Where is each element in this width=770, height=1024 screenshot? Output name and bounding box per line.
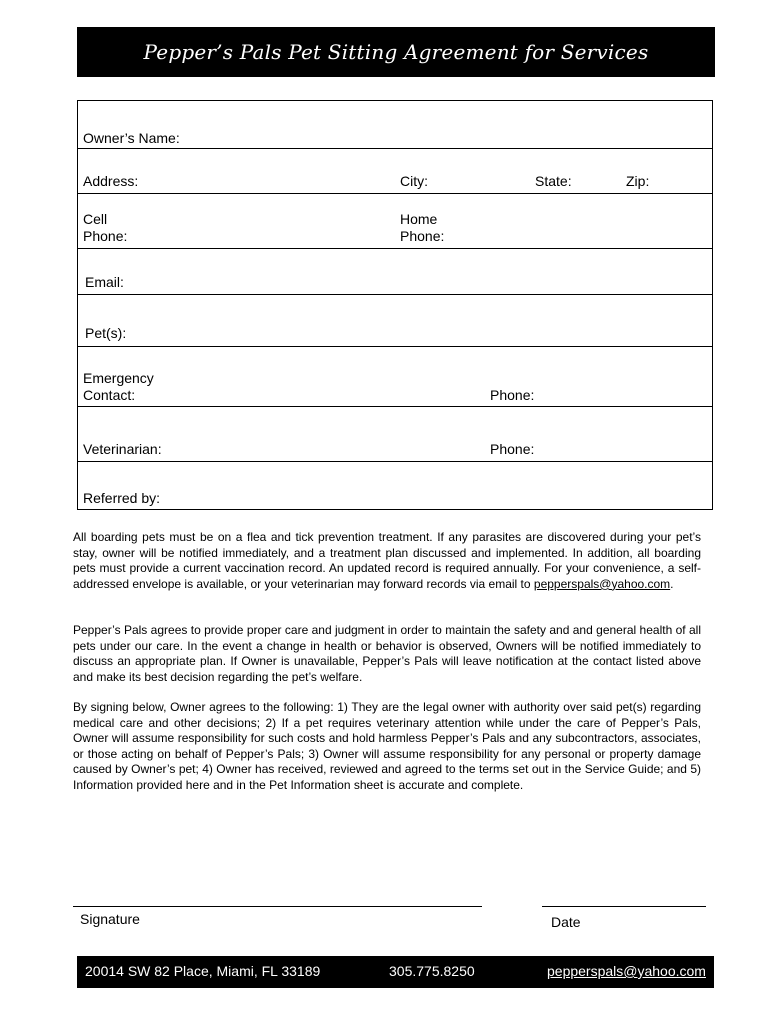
email-label: Email:: [85, 274, 124, 290]
referred-by-label: Referred by:: [83, 490, 161, 506]
form-divider: [78, 461, 712, 462]
footer-phone: 305.775.8250: [389, 963, 475, 979]
form-divider: [78, 193, 712, 194]
form-divider: [78, 294, 712, 295]
form-divider: [78, 406, 712, 407]
owner-name-label: Owner’s Name:: [83, 130, 180, 146]
footer-email-link[interactable]: pepperspals@yahoo.com: [547, 963, 706, 979]
emergency-phone-label: Phone:: [490, 387, 535, 403]
veterinarian-label: Veterinarian:: [83, 441, 162, 457]
form-divider: [78, 248, 712, 249]
terms-paragraph-3: By signing below, Owner agrees to the following: 1) They are the legal owner with authority over said pet(s) regarding medical care and other decisions; 2) If a pet requires veterinary attention while under the care of Pepper’s Pals, Owner will assume responsibility for such costs and hold harmless Pepper’s Pals and any subcontractors, associates, or those acting on behalf of Pepper’s Pals; 3) Owner will assume responsibility for any personal or property damage caused by Owner’s pet; 4) Owner has received, reviewed and agreed to the terms set out in the Service Guide; and 5) Information provided here and in the Pet Information sheet is accurate and complete.: [73, 700, 701, 792]
city-label: City:: [400, 173, 428, 189]
terms-text: All boarding pets must be on a flea and tick prevention treatment. If any parasites are discovered during your pet’s stay, owner will be notified immediately, and a treatment plan discussed and implemented. In addition, all boarding pets must provide a current vaccination record. An updated record is required annually. For your convenience, a self-addressed envelope is available, or your veterinarian may forward records via email to: [73, 530, 701, 591]
owner-info-form: [77, 100, 713, 510]
cell-phone-label: Cell Phone:: [83, 211, 128, 244]
terms-text: .: [670, 576, 674, 591]
footer-address: 20014 SW 82 Place, Miami, FL 33189: [85, 963, 321, 979]
emergency-contact-label: Emergency Contact:: [83, 370, 154, 403]
vet-phone-label: Phone:: [490, 441, 535, 457]
form-divider: [78, 346, 712, 347]
date-line: [542, 906, 706, 907]
email-link[interactable]: pepperspals@yahoo.com: [533, 576, 671, 591]
signature-label: Signature: [80, 911, 140, 927]
signature-line: [73, 906, 482, 907]
terms-paragraph-2: Pepper’s Pals agrees to provide proper care and judgment in order to maintain the safety and and general health of all pets under our care. In the event a change in health or behavior is observed, Owners will be notified immediately to discuss an appropriate plan. If Owner is unavailable, Pepper’s Pals will leave notification at the contact listed above and make its best decision regarding the pet’s welfare.: [73, 623, 701, 684]
date-label: Date: [551, 914, 581, 930]
footer-bar: [77, 956, 714, 988]
state-label: State:: [535, 173, 572, 189]
pets-label: Pet(s):: [85, 325, 127, 341]
form-divider: [78, 148, 712, 149]
zip-label: Zip:: [626, 173, 650, 189]
home-phone-label: Home Phone:: [400, 211, 445, 244]
document-title: [77, 27, 715, 77]
terms-paragraph-1: [73, 530, 701, 592]
document-title-text: Pepper’s Pals Pet Sitting Agreement for Services: [143, 40, 649, 64]
address-label: Address:: [83, 173, 139, 189]
